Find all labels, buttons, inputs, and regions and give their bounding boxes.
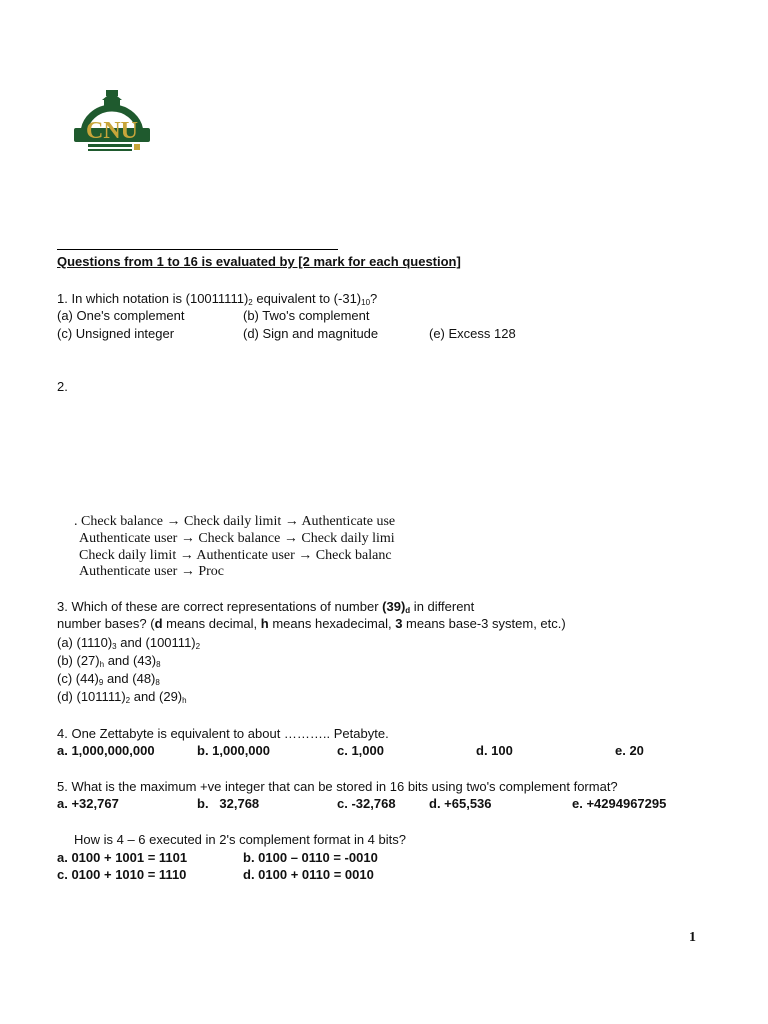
question-3-stem-line-2: number bases? (d means decimal, h means hexadecimal, 3 means base-3 system, etc.) [57, 616, 566, 631]
q3-option-d: (d) $(101111)_2$ and $(29)_h$ [57, 689, 187, 705]
q1-option-a: (a) One's complement [57, 308, 185, 323]
q4-option-e: e. 20 [615, 743, 644, 758]
question-2-number: 2. [57, 379, 68, 394]
logo-text: CNU [86, 118, 138, 144]
q1-option-e: (e) Excess 128 [429, 326, 516, 341]
q2-line-3: Check daily limit → Authenticate user → Check balanc [79, 548, 392, 563]
q6-option-c: c. 0100 + 1010 = 1110 [57, 867, 187, 882]
header-rule [57, 249, 338, 250]
q5-option-a: a. +32,767 [57, 796, 119, 811]
q3-option-a: (a) $(1110)_3$ and $(100111)_2$ [57, 635, 201, 651]
q2-line-4: Authenticate user → Proc [79, 564, 225, 579]
q5-option-b: b. 32,768 [197, 796, 260, 811]
q6-option-d: d. 0100 + 0110 = 0010 [243, 867, 374, 882]
q2-line-1: . Check balance → Check daily limit → Authenticate use [74, 514, 396, 529]
q1-option-b: (b) Two's complement [243, 308, 370, 323]
q4-option-a: a. 1,000,000,000 [57, 743, 155, 758]
q4-option-b: b. 1,000,000 [197, 743, 270, 758]
question-3-stem-line-1: 3. Which of these are correct representations of number $(39)_d$ in different [57, 599, 475, 615]
q5-option-e: e. +4294967295 [572, 796, 667, 811]
q4-option-c: c. 1,000 [337, 743, 384, 758]
q6-option-b: b. 0100 – 0110 = -0010 [243, 850, 378, 865]
q6-option-a: a. 0100 + 1001 = 1101 [57, 850, 188, 865]
cnu-logo [70, 88, 154, 160]
question-5-stem: 5. What is the maximum +ve integer that can be stored in 16 bits using two's complement format? [57, 779, 618, 794]
page-number: 1 [689, 930, 696, 945]
q3-option-b: (b) $(27)_h$ and $(43)_8$ [57, 653, 161, 669]
q2-line-2: Authenticate user → Check balance → Check daily limi [79, 531, 395, 546]
q1-option-d: (d) Sign and magnitude [243, 326, 379, 341]
question-1-stem: 1. In which notation is $(10011111)_2$ equivalent to $(-31)_{10}$? [57, 291, 378, 307]
q1-option-c: (c) Unsigned integer [57, 326, 175, 341]
section-header: Questions from 1 to 16 is evaluated by [2 mark for each question] [57, 254, 461, 269]
q5-option-c: c. -32,768 [337, 796, 396, 811]
question-4-stem: 4. One Zettabyte is equivalent to about ……….. Petabyte. [57, 726, 389, 741]
q4-option-d: d. 100 [476, 743, 513, 758]
q3-option-c: (c) $(44)_9$ and $(48)_8$ [57, 671, 160, 687]
q5-option-d: d. +65,536 [429, 796, 492, 811]
question-6-stem: How is 4 – 6 executed in 2's complement format in 4 bits? [74, 832, 406, 847]
